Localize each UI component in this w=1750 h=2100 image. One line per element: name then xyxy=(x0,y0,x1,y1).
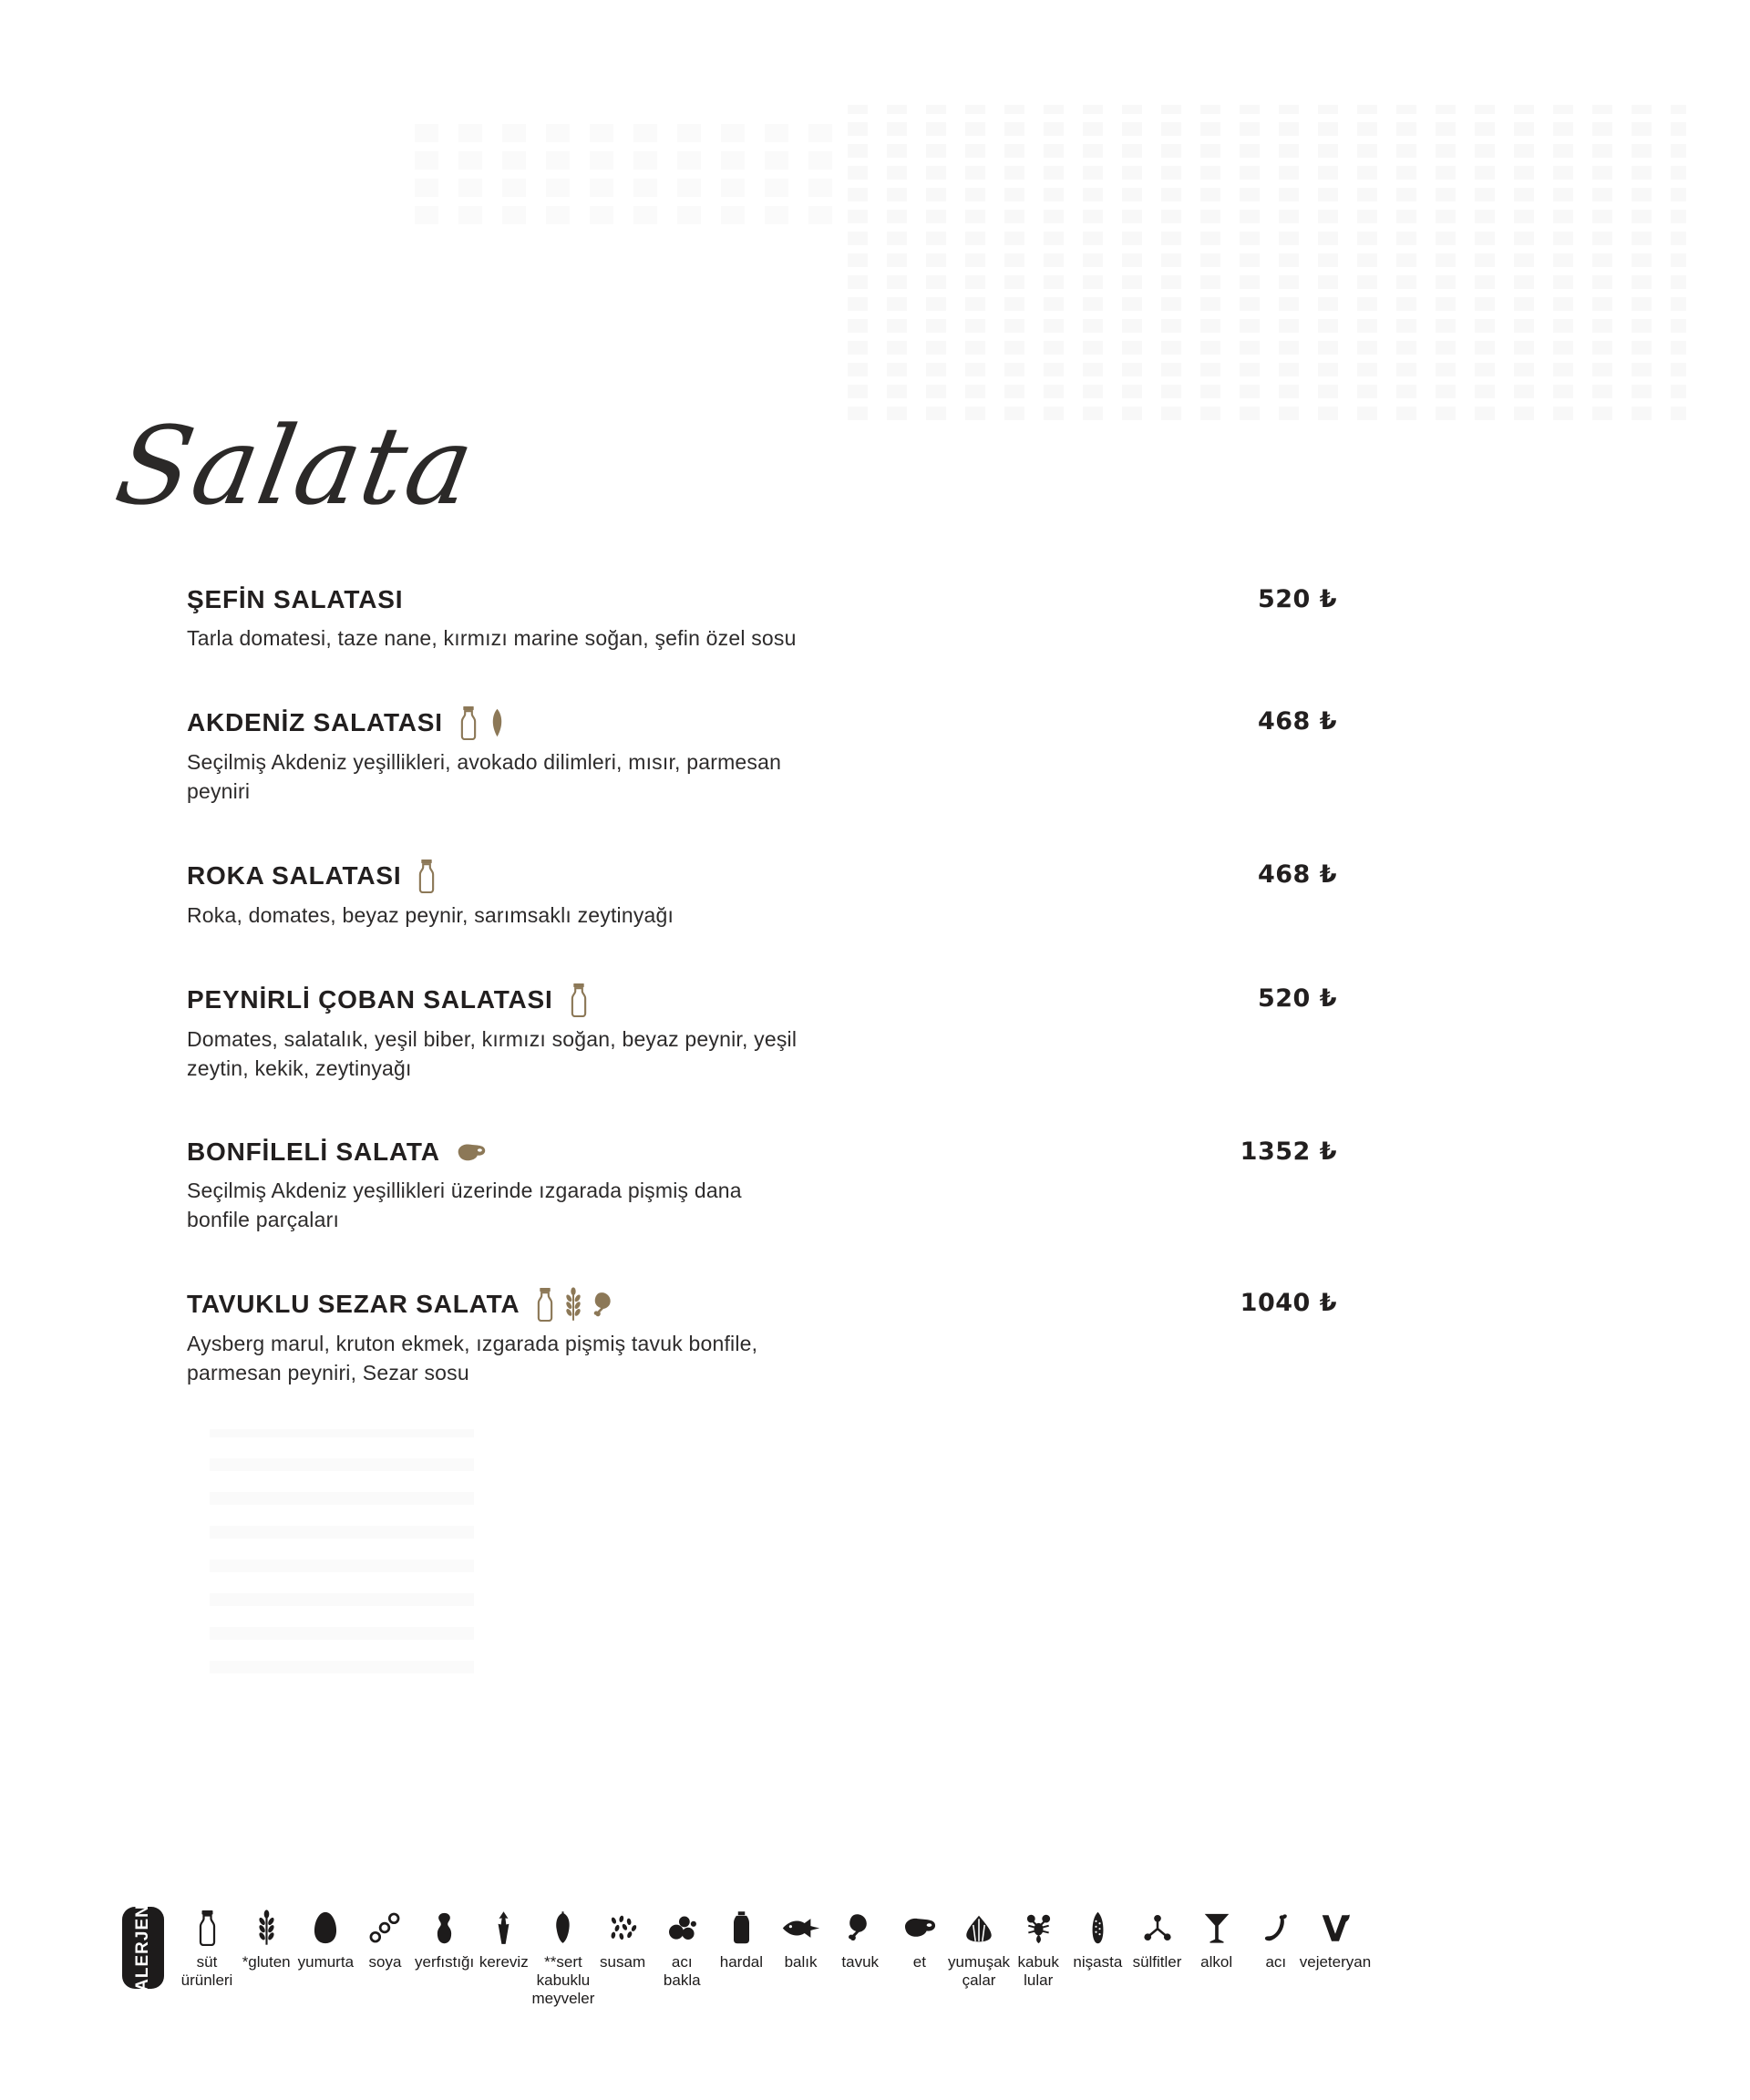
soy-icon xyxy=(369,1912,400,1943)
dish-price: 520 ₺ xyxy=(1257,585,1337,613)
dish-price: 468 ₺ xyxy=(1257,707,1337,736)
allergen-badge xyxy=(122,1904,164,1992)
dish-name: BONFİLELİ SALATA xyxy=(187,1138,440,1166)
allergen-item xyxy=(596,1907,649,2008)
tree-nut-icon xyxy=(551,1910,574,1945)
milk-icon xyxy=(196,1910,219,1946)
menu-item xyxy=(187,1287,1337,1387)
allergen-label: süt ürünleri xyxy=(180,1953,233,1989)
allergen-legend xyxy=(122,1904,1372,2008)
vegetarian-icon xyxy=(1321,1913,1350,1943)
allergen-label: acı xyxy=(1265,1953,1287,1971)
dish-description xyxy=(187,901,674,930)
lupin-icon xyxy=(667,1914,697,1942)
allergen-label: susam xyxy=(600,1953,646,1971)
allergen-item xyxy=(531,1907,595,2008)
allergen-label: yerfıstığı xyxy=(415,1953,475,1971)
dish-name: TAVUKLU SEZAR SALATA xyxy=(187,1290,520,1318)
alcohol-icon xyxy=(1203,1912,1230,1944)
dish-description xyxy=(187,1024,797,1083)
allergen-label: nişasta xyxy=(1073,1953,1123,1971)
menu-item xyxy=(187,1136,1337,1234)
allergen-item xyxy=(1250,1907,1302,2008)
gluten-wheat-icon xyxy=(564,1287,582,1322)
menu-item xyxy=(187,859,1337,930)
dish-name: ŞEFİN SALATASI xyxy=(187,585,404,613)
gluten-wheat-icon xyxy=(257,1910,276,1946)
allergen-label: hardal xyxy=(719,1953,764,1971)
crustacean-icon xyxy=(1024,1912,1054,1944)
allergen-label: sülfitler xyxy=(1132,1953,1182,1971)
dish-price: 1040 ₺ xyxy=(1240,1289,1337,1317)
allergen-item xyxy=(655,1907,708,2008)
allergen-item xyxy=(297,1907,355,2008)
dish-description-line: Domates, salatalık, yeşil biber, kırmızı soğan, beyaz peynir, yeşil xyxy=(187,1027,798,1051)
peanut-icon xyxy=(433,1911,456,1945)
allergen-label: et xyxy=(912,1953,926,1971)
dish-description xyxy=(187,623,797,653)
dish-description-line: Aysberg marul, kruton ekmek, ızgarada pişmiş tavuk bonfile, xyxy=(187,1332,758,1355)
dish-name: AKDENİZ SALATASI xyxy=(187,708,443,736)
dish-price: 520 ₺ xyxy=(1257,984,1337,1013)
menu-item xyxy=(187,983,1337,1083)
allergen-items xyxy=(180,1907,1372,2008)
dish-name: ROKA SALATASI xyxy=(187,861,402,890)
allergen-item xyxy=(1071,1907,1124,2008)
fish-icon xyxy=(781,1916,821,1940)
dish-description-line: parmesan peyniri, Sezar sosu xyxy=(187,1361,469,1385)
dish-description-line: zeytin, kekik, zeytinyağı xyxy=(187,1056,412,1080)
chicken-icon xyxy=(591,1291,619,1319)
milk-icon xyxy=(416,859,438,893)
allergen-label: yumurta xyxy=(297,1953,355,1971)
allergen-item xyxy=(1131,1907,1184,2008)
dish-description-line: Seçilmiş Akdeniz yeşillikleri üzerinde ızgarada pişmiş dana xyxy=(187,1179,742,1202)
allergen-label: yumuşak çalar xyxy=(948,1953,1011,1989)
allergen-icons xyxy=(455,1141,488,1164)
allergen-item xyxy=(478,1907,530,2008)
dish-description-line: bonfile parçaları xyxy=(187,1208,340,1231)
allergen-label: balık xyxy=(784,1953,818,1971)
allergen-item xyxy=(893,1907,946,2008)
allergen-icons xyxy=(458,705,507,740)
chicken-icon xyxy=(845,1912,876,1943)
milk-icon xyxy=(568,983,590,1017)
milk-icon xyxy=(534,1287,556,1322)
allergen-label: *gluten xyxy=(242,1953,291,1971)
egg-icon xyxy=(313,1910,338,1945)
milk-icon xyxy=(458,705,479,740)
allergen-item xyxy=(775,1907,828,2008)
dish-description-line: Seçilmiş Akdeniz yeşillikleri, avokado dilimleri, mısır, parmesan xyxy=(187,750,782,774)
page-texture xyxy=(848,105,1686,428)
celery-icon xyxy=(495,1910,512,1945)
dish-description-line: peyniri xyxy=(187,779,251,803)
allergen-item xyxy=(180,1907,233,2008)
sulfites-icon xyxy=(1142,1913,1173,1942)
allergen-icons xyxy=(416,859,438,893)
dish-name: PEYNİRLİ ÇOBAN SALATASI xyxy=(187,985,553,1014)
menu-item xyxy=(187,583,1337,653)
dish-price: 468 ₺ xyxy=(1257,860,1337,889)
dish-description xyxy=(187,747,781,806)
allergen-item xyxy=(948,1907,1011,2008)
meat-icon xyxy=(901,1915,938,1940)
allergen-item xyxy=(415,1907,475,2008)
page-texture xyxy=(210,1429,474,1673)
allergen-badge-label: ALERJEN xyxy=(133,1904,152,1992)
menu-item xyxy=(187,705,1337,806)
menu-list xyxy=(187,583,1337,1440)
allergen-label: kereviz xyxy=(479,1953,529,1971)
dish-description xyxy=(187,1329,757,1387)
meat-icon xyxy=(455,1141,488,1164)
mollusc-icon xyxy=(962,1914,995,1942)
tree-nut-icon xyxy=(488,707,507,738)
allergen-item xyxy=(240,1907,293,2008)
allergen-icons xyxy=(568,983,590,1017)
dish-description xyxy=(187,1176,742,1234)
page-texture xyxy=(415,117,834,233)
allergen-label: alkol xyxy=(1200,1953,1233,1971)
allergen-item xyxy=(1190,1907,1243,2008)
allergen-item xyxy=(834,1907,887,2008)
chili-icon xyxy=(1263,1913,1289,1943)
allergen-item xyxy=(1012,1907,1065,2008)
allergen-item xyxy=(715,1907,767,2008)
allergen-icons xyxy=(534,1287,619,1322)
section-title: Salata xyxy=(107,403,485,529)
dish-description-line: Tarla domatesi, taze nane, kırmızı marine soğan, şefin özel sosu xyxy=(187,626,797,650)
allergen-item xyxy=(358,1907,411,2008)
sesame-icon xyxy=(606,1914,639,1942)
allergen-item xyxy=(1299,1907,1372,2008)
dish-description-line: Roka, domates, beyaz peynir, sarımsaklı zeytinyağı xyxy=(187,903,674,927)
allergen-label: kabuk lular xyxy=(1017,1953,1059,1989)
allergen-label: **sert kabuklu meyveler xyxy=(531,1953,595,2007)
allergen-label: vejeteryan xyxy=(1299,1953,1372,1971)
allergen-label: tavuk xyxy=(841,1953,880,1971)
mustard-icon xyxy=(730,1910,753,1945)
allergen-label: acı bakla xyxy=(663,1953,701,1989)
dish-price: 1352 ₺ xyxy=(1240,1138,1337,1166)
starch-icon xyxy=(1089,1910,1107,1945)
allergen-label: soya xyxy=(368,1953,402,1971)
